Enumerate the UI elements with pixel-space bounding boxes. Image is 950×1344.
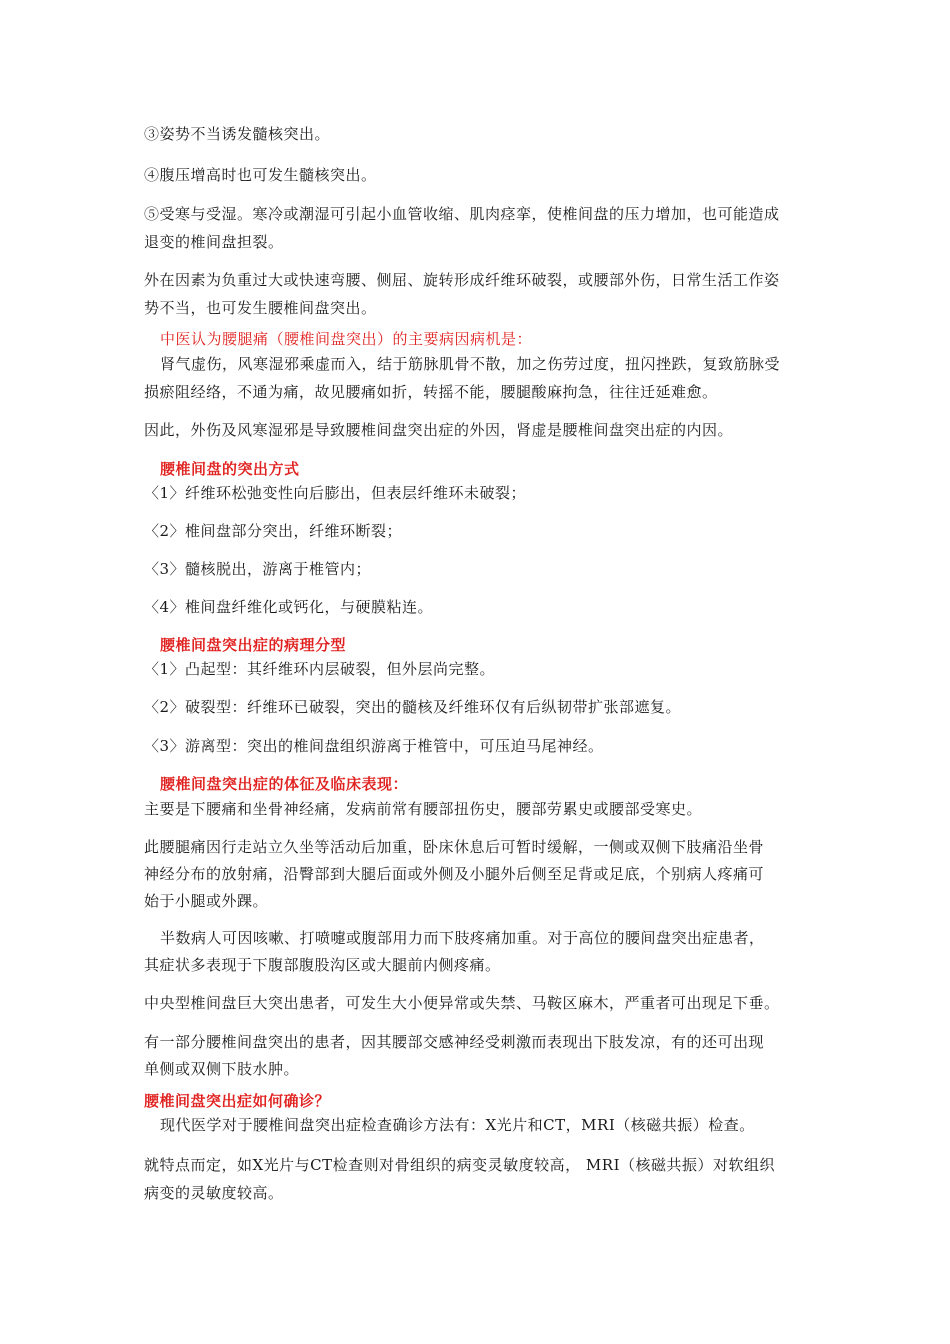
list-item: 〈1〉凸起型：其纤维环内层破裂，但外层尚完整。 [144, 660, 496, 678]
section-heading: 腰椎间盘突出症的病理分型 [160, 636, 347, 654]
paragraph: 因此，外伤及风寒湿邪是导致腰椎间盘突出症的外因，肾虚是腰椎间盘突出症的内因。 [144, 421, 734, 439]
paragraph: 中央型椎间盘巨大突出患者，可发生大小便异常或失禁、马鞍区麻木，严重者可出现足下垂。 [144, 994, 780, 1012]
section-heading: 中医认为腰腿痛（腰椎间盘突出）的主要病因病机是： [160, 330, 533, 348]
section-heading: 腰椎间盘突出症如何确诊？ [144, 1092, 331, 1110]
list-item: 〈3〉髓核脱出，游离于椎管内； [144, 560, 372, 578]
paragraph: ⑤受寒与受湿。寒冷或潮湿可引起小血管收缩、肌肉痉挛，使椎间盘的压力增加，也可能造成 [144, 205, 780, 223]
paragraph: ③姿势不当诱发髓核突出。 [144, 125, 331, 143]
section-heading: 腰椎间盘的突出方式 [160, 460, 300, 478]
paragraph: 现代医学对于腰椎间盘突出症检查确诊方法有：X光片和CT，MRI（核磁共振）检查。 [160, 1116, 755, 1134]
list-item: 〈3〉游离型：突出的椎间盘组织游离于椎管中，可压迫马尾神经。 [144, 737, 604, 755]
paragraph: 神经分布的放射痛，沿臀部到大腿后面或外侧及小腿外后侧至足背或足底，个别病人疼痛可 [144, 865, 765, 883]
paragraph: 主要是下腰痛和坐骨神经痛，发病前常有腰部扭伤史，腰部劳累史或腰部受寒史。 [144, 800, 703, 818]
paragraph: 病变的灵敏度较高。 [144, 1184, 284, 1202]
paragraph: 单侧或双侧下肢水肿。 [144, 1060, 300, 1078]
list-item: 〈2〉椎间盘部分突出，纤维环断裂； [144, 522, 403, 540]
paragraph: 始于小腿或外踝。 [144, 892, 269, 910]
list-item: 〈4〉椎间盘纤维化或钙化，与硬膜粘连。 [144, 598, 434, 616]
section-heading: 腰椎间盘突出症的体征及临床表现： [160, 775, 409, 793]
paragraph: 肾气虚伤，风寒湿邪乘虚而入，结于筋脉肌骨不散，加之伤劳过度，扭闪挫跌，复致筋脉受 [160, 355, 781, 373]
paragraph: 就特点而定，如X光片与CT检查则对骨组织的病变灵敏度较高， MRI（核磁共振）对软组织 [144, 1156, 776, 1174]
paragraph: 势不当，也可发生腰椎间盘突出。 [144, 299, 377, 317]
paragraph: 外在因素为负重过大或快速弯腰、侧屈、旋转形成纤维环破裂，或腰部外伤，日常生活工作姿 [144, 271, 780, 289]
paragraph: 半数病人可因咳嗽、打喷嚏或腹部用力而下肢疼痛加重。对于高位的腰间盘突出症患者， [160, 929, 765, 947]
list-item: 〈1〉纤维环松弛变性向后膨出，但表层纤维环未破裂； [144, 484, 527, 502]
paragraph: 损瘀阻经络，不通为痛，故见腰痛如折，转摇不能，腰腿酸麻拘急，往往迁延难愈。 [144, 383, 718, 401]
paragraph: 有一部分腰椎间盘突出的患者，因其腰部交感神经受刺激而表现出下肢发凉，有的还可出现 [144, 1033, 765, 1051]
list-item: 〈2〉破裂型：纤维环已破裂，突出的髓核及纤维环仅有后纵韧带扩张部遮复。 [144, 698, 682, 716]
paragraph: 其症状多表现于下腹部腹股沟区或大腿前内侧疼痛。 [144, 956, 501, 974]
paragraph: 此腰腿痛因行走站立久坐等活动后加重，卧床休息后可暂时缓解，一侧或双侧下肢痛沿坐骨 [144, 838, 765, 856]
paragraph: 退变的椎间盘担裂。 [144, 233, 284, 251]
paragraph: ④腹压增高时也可发生髓核突出。 [144, 166, 377, 184]
